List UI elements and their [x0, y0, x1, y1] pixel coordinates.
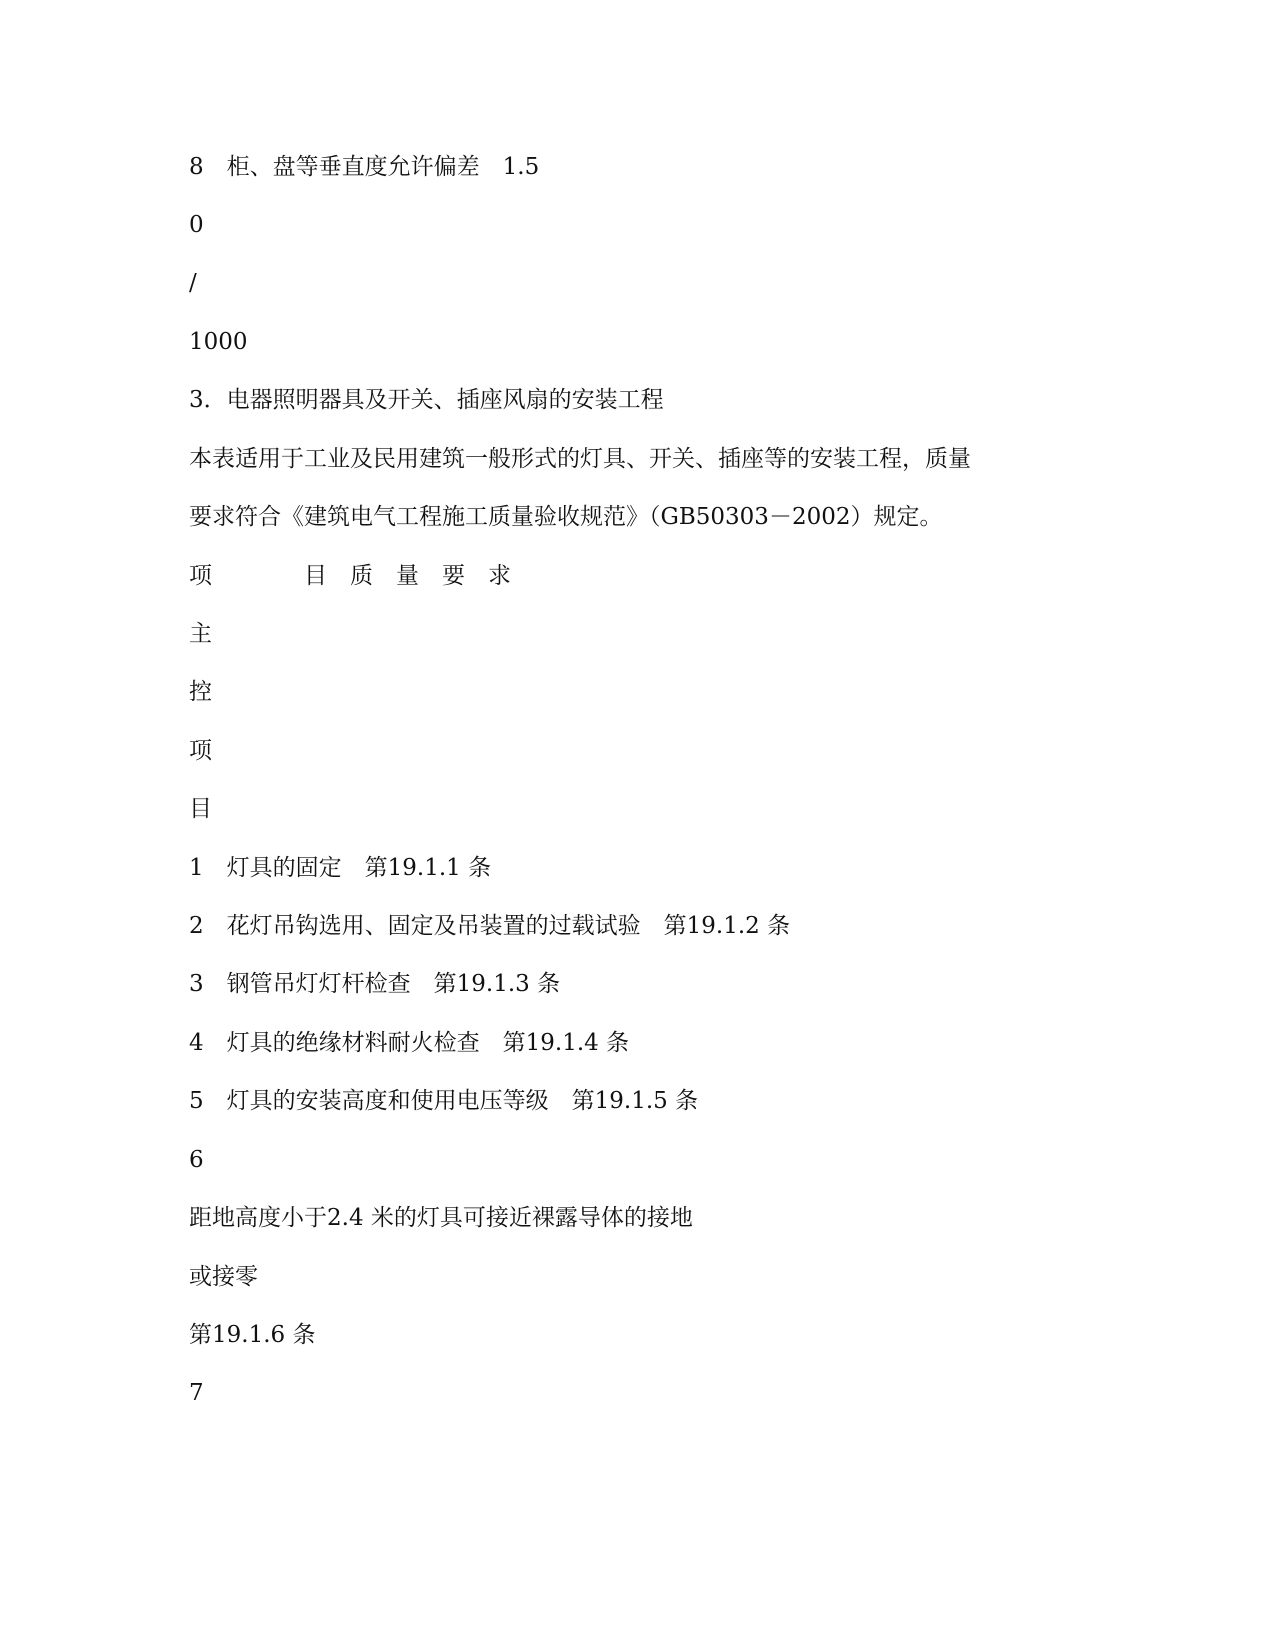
list-item: 6	[189, 1147, 204, 1173]
section-heading: 3．电器照明器具及开关、插座风扇的安装工程	[189, 387, 664, 413]
text-line: 距地高度小于2.4 米的灯具可接近裸露导体的接地	[189, 1205, 693, 1231]
text-line: 1000	[189, 329, 248, 355]
table-header: 项 目 质 量 要 求	[189, 563, 511, 589]
list-item: 1 灯具的固定 第19.1.1 条	[189, 855, 492, 881]
list-item: 2 花灯吊钩选用、固定及吊装置的过载试验 第19.1.2 条	[189, 913, 791, 939]
text-line: 第19.1.6 条	[189, 1322, 316, 1348]
list-item: 3 钢管吊灯灯杆检查 第19.1.3 条	[189, 971, 561, 997]
text-line: 或接零	[189, 1264, 258, 1290]
text-line: /	[189, 270, 197, 296]
list-item: 4 灯具的绝缘材料耐火检查 第19.1.4 条	[189, 1030, 630, 1056]
text-line: 8 柜、盘等垂直度允许偏差 1.5	[189, 154, 540, 180]
list-item: 5 灯具的安装高度和使用电压等级 第19.1.5 条	[189, 1088, 699, 1114]
text-line: 目	[189, 796, 212, 822]
text-line: 项	[189, 738, 212, 764]
text-line: 控	[189, 679, 212, 705]
text-line: 本表适用于工业及民用建筑一般形式的灯具、开关、插座等的安装工程，质量	[189, 446, 971, 472]
text-line: 0	[189, 212, 204, 238]
text-line: 主	[189, 621, 212, 647]
list-item: 7	[189, 1380, 204, 1406]
text-line: 要求符合《建筑电气工程施工质量验收规范》（GB50303－2002）规定。	[189, 504, 943, 530]
